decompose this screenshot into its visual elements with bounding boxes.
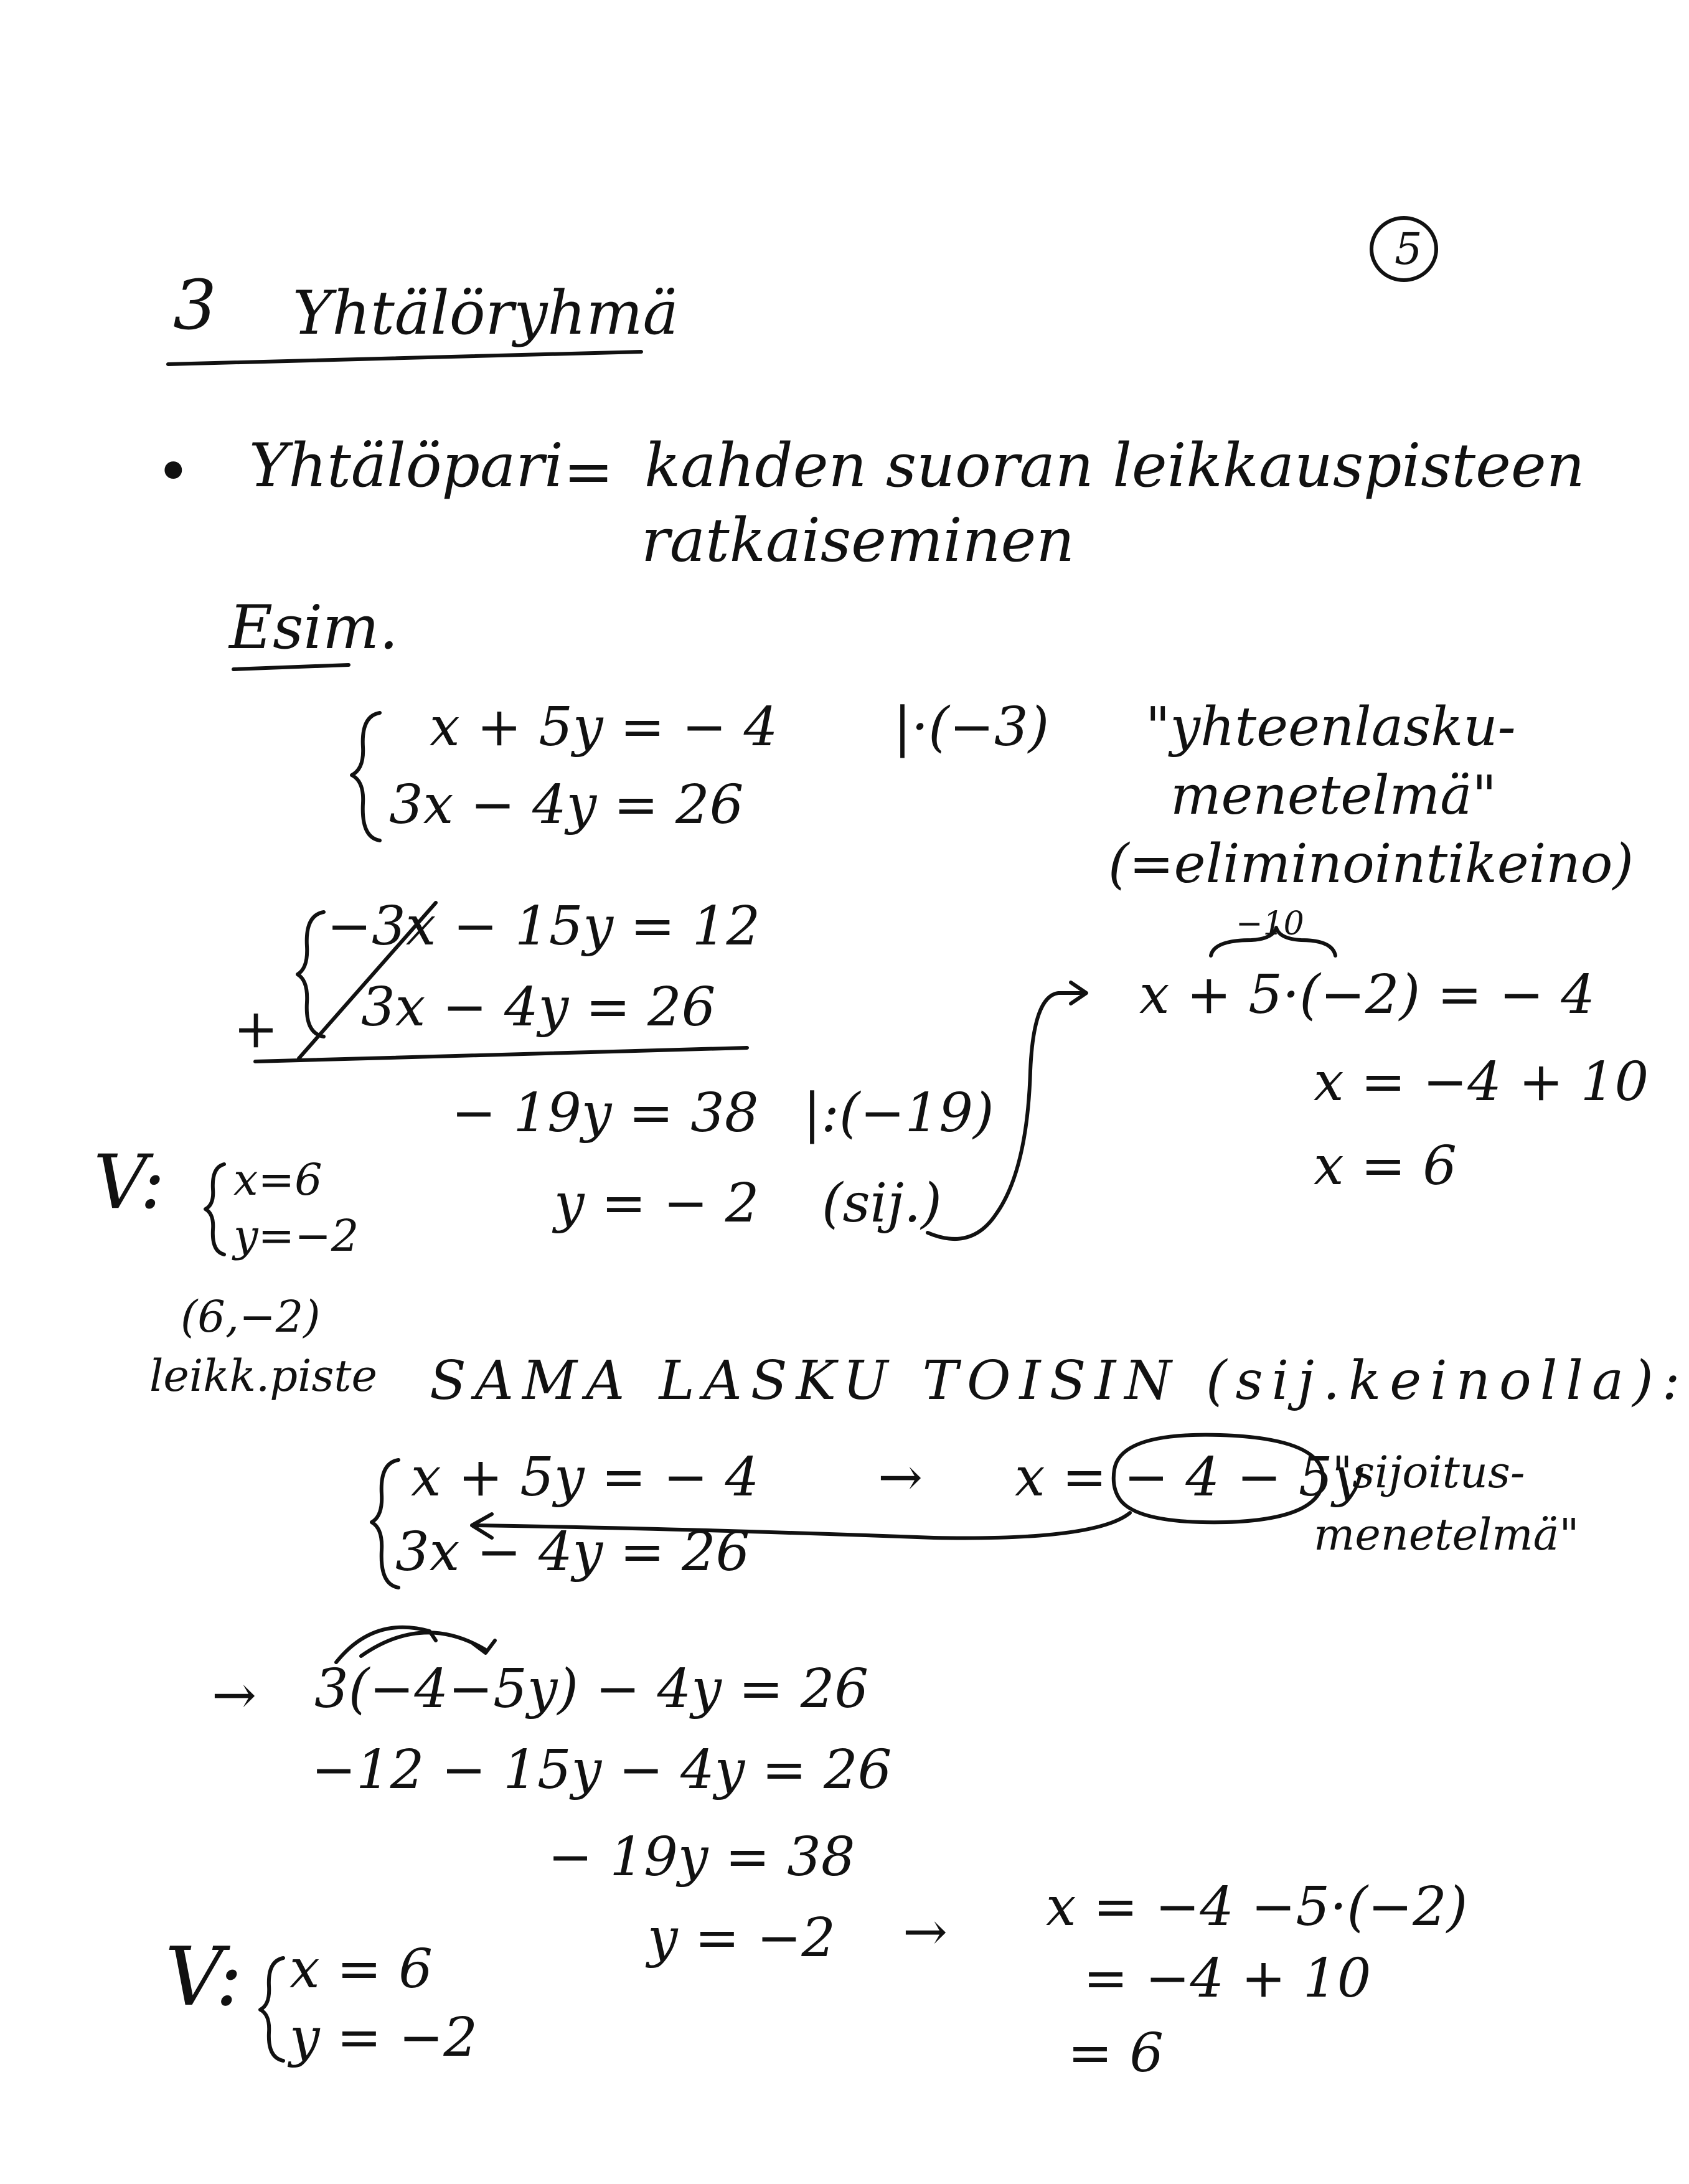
- subst-step-1: 3(−4−5y) − 4y = 26: [314, 1658, 869, 1720]
- system2-brace: [298, 912, 324, 1037]
- subst-heading: SAMA LASKU TOISIN (sij.keinolla):: [430, 1350, 1689, 1412]
- elim-answer-point: (6,−2): [181, 1291, 321, 1342]
- elim-plus-sign: +: [233, 998, 279, 1060]
- subst-x-prefix: x =: [1015, 1446, 1107, 1509]
- answer1-brace: [205, 1164, 224, 1254]
- elim-brace-annotation: −10: [1236, 905, 1304, 943]
- distribute-arc-1: [336, 1627, 436, 1662]
- example-label: Esim.: [229, 593, 398, 662]
- elim-system1-eq2: 3x − 4y = 26: [389, 774, 744, 836]
- heading-underline: [168, 352, 641, 364]
- answer2-brace: [260, 1958, 283, 2061]
- example-underline: [233, 665, 349, 669]
- definition-equals: =: [563, 437, 614, 507]
- sum-line: [255, 1048, 747, 1061]
- elim-sum: − 19y = 38: [451, 1082, 759, 1144]
- subst-system-eq2: 3x − 4y = 26: [395, 1521, 750, 1583]
- definition-line-2: ratkaiseminen: [641, 506, 1075, 575]
- subst-method-name-2: menetelmä": [1314, 1509, 1579, 1560]
- curved-arrow-head: [1071, 982, 1086, 1004]
- elim-system2-eq1: −3x − 15y = 12: [327, 895, 761, 958]
- subst-step-2: −12 − 15y − 4y = 26: [311, 1739, 892, 1801]
- elim-back-subst-1: x + 5·(−2) = − 4: [1139, 964, 1596, 1026]
- subst-back-1: x = −4 −5·(−2): [1046, 1876, 1468, 1938]
- bullet: •: [156, 437, 191, 507]
- definition-term: Yhtälöpari: [249, 431, 563, 501]
- subst-step-4: y = −2: [647, 1907, 836, 1969]
- elim-system1-eq1: x + 5y = − 4: [430, 696, 778, 758]
- subst-answer-y: y = −2: [289, 2007, 478, 2069]
- subst-step-arrow: →: [212, 1664, 257, 1726]
- subst-x-expression: − 4 − 5y: [1124, 1446, 1363, 1509]
- subst-system-eq1: x + 5y = − 4: [411, 1446, 760, 1509]
- subst-back-2: = −4 + 10: [1083, 1947, 1371, 2010]
- elim-answer-y: y=−2: [233, 1210, 359, 1261]
- distribute-arc-head: [473, 1640, 495, 1653]
- elim-method-name-1: "yhteenlasku-: [1146, 696, 1516, 758]
- elim-y-result: y = − 2: [554, 1172, 760, 1235]
- elim-answer-label: V:: [93, 1139, 166, 1226]
- subst-back-arrow: →: [903, 1901, 948, 1963]
- subst-step-3: − 19y = 38: [548, 1826, 855, 1888]
- page-number: 5: [1395, 224, 1423, 275]
- elim-subst-note: (sij.): [822, 1172, 942, 1235]
- distribute-arc-2: [361, 1632, 486, 1656]
- subst-method-name-1: "sijoitus-: [1332, 1447, 1525, 1498]
- section-number: 3: [173, 265, 217, 345]
- subst-back-3: = 6: [1068, 2022, 1164, 2084]
- subst-answer-x: x = 6: [289, 1938, 433, 2000]
- subst-arrow: →: [878, 1446, 923, 1509]
- definition-line-1: kahden suoran leikkauspisteen: [644, 431, 1585, 501]
- system1-brace: [352, 713, 380, 840]
- elim-divide: |:(−19): [803, 1082, 994, 1144]
- elim-method-name-2: menetelmä": [1170, 765, 1497, 827]
- elim-system2-eq2: 3x − 4y = 26: [361, 976, 716, 1038]
- section-title: Yhtälöryhmä: [293, 278, 679, 348]
- elim-back-subst-2: x = −4 + 10: [1314, 1051, 1649, 1113]
- elim-method-name-3: (=eliminointikeino): [1108, 833, 1634, 895]
- subst-system-brace: [372, 1460, 398, 1588]
- elim-answer-point-label: leikk.piste: [149, 1350, 377, 1401]
- subst-answer-label: V:: [165, 1929, 243, 2024]
- elim-back-subst-3: x = 6: [1314, 1135, 1457, 1197]
- elim-multiplier: |·(−3): [893, 696, 1050, 758]
- elim-answer-x: x=6: [233, 1154, 322, 1205]
